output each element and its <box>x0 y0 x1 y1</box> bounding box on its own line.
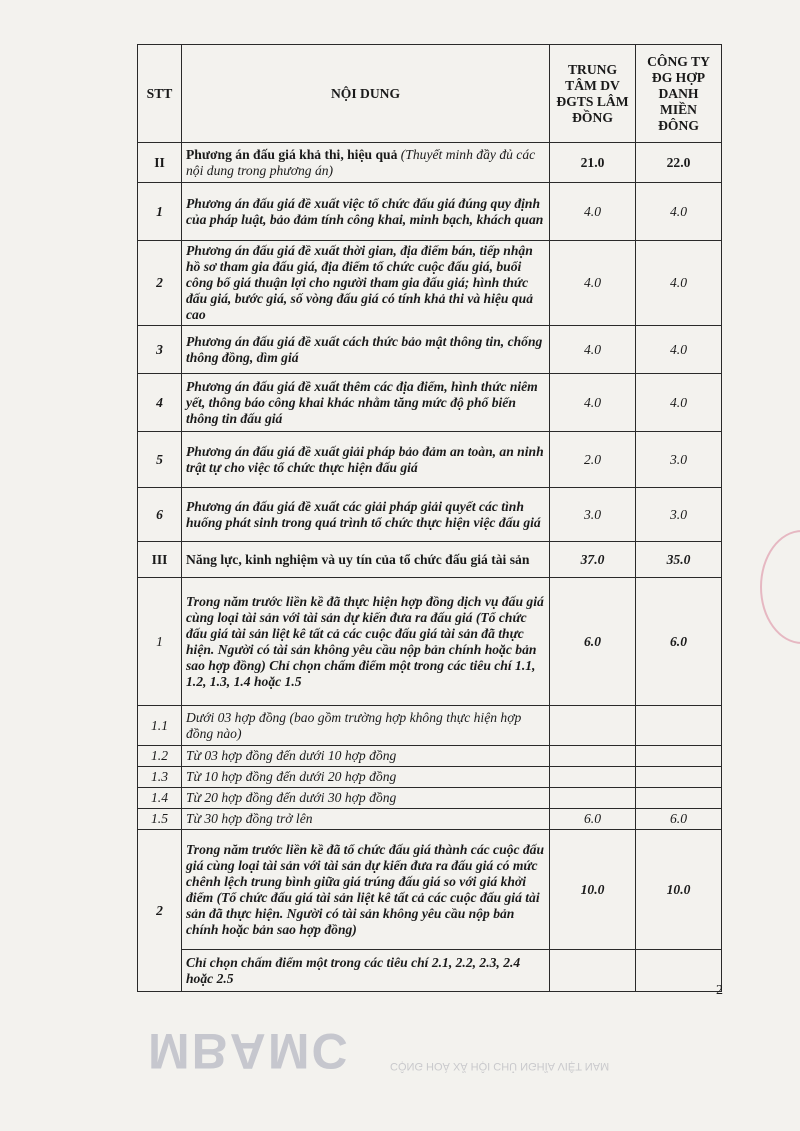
row-value-col1: 6.0 <box>550 809 636 830</box>
row-value-col2 <box>636 767 722 788</box>
row-value-col2: 4.0 <box>636 241 722 326</box>
table-row <box>138 767 722 788</box>
table-row <box>138 374 722 432</box>
row-value-col1 <box>550 788 636 809</box>
row-value-col2 <box>636 746 722 767</box>
row-content: Phương án đấu giá đề xuất việc tổ chức đấu giá đúng quy định của pháp luật, bảo đảm tính công khai, minh bạch, khách quan <box>182 183 550 241</box>
header-row <box>138 45 722 143</box>
row-stt: 1 <box>138 183 182 241</box>
header-stt: STT <box>138 45 182 143</box>
row-content: Trong năm trước liền kề đã thực hiện hợp đồng dịch vụ đấu giá cùng loại tài sản với tài sản dự kiến đưa ra đấu giá (Tổ chức đấu giá tài sản liệt kê tất cả các cuộc đấu giá tài sản đã thực hiện. Người có tài sản không yêu cầu nộp bản chính hoặc bản sao hợp đồng) Chỉ chọn chấm điểm một trong các tiêu chí 1.1, 1.2, 1.3, 1.4 hoặc 1.5 <box>182 578 550 706</box>
page-number: 2 <box>716 983 723 998</box>
row-content: Trong năm trước liền kề đã tổ chức đấu giá thành các cuộc đấu giá cùng loại tài sản với tài sản dự kiến đưa ra đấu giá có mức chênh lệch trung bình giữa giá trúng đấu giá so với giá khởi điểm (Tổ chức đấu giá tài sản liệt kê tất cả các cuộc đấu giá tài sản đã thực hiện. Người có tài sản không yêu cầu nộp bản chính hoặc bản sao hợp đồng) <box>182 830 550 950</box>
row-value-col2: 4.0 <box>636 326 722 374</box>
table-row <box>138 578 722 706</box>
table-row <box>138 542 722 578</box>
row-value-col2: 3.0 <box>636 432 722 488</box>
row-content: Phương án đấu giá đề xuất cách thức bảo mật thông tin, chống thông đồng, dìm giá <box>182 326 550 374</box>
row-value-col1: 6.0 <box>550 578 636 706</box>
table-row <box>138 830 722 950</box>
bleed-through-text: CỘNG HOÀ XÃ HỘI CHỦ NGHĨA VIỆT NAM <box>390 1060 610 1072</box>
row-stt: 1.5 <box>138 809 182 830</box>
row-value-col2: 4.0 <box>636 374 722 432</box>
row-value-col2: 4.0 <box>636 183 722 241</box>
row-content: Dưới 03 hợp đồng (bao gồm trường hợp không thực hiện hợp đồng nào) <box>182 706 550 746</box>
table-row <box>138 950 722 992</box>
row-content: Từ 03 hợp đồng đến dưới 10 hợp đồng <box>182 746 550 767</box>
table-row <box>138 183 722 241</box>
row-stt: 2 <box>138 830 182 992</box>
row-value-col1: 10.0 <box>550 830 636 950</box>
row-stt: 1 <box>138 578 182 706</box>
table-row <box>138 809 722 830</box>
row-value-col1 <box>550 767 636 788</box>
score-table <box>137 44 722 992</box>
row-content: Phương án đấu giá đề xuất thời gian, địa điểm bán, tiếp nhận hồ sơ tham gia đấu giá, địa điểm tổ chức cuộc đấu giá, buổi công bố giá thuận lợi cho người tham gia đấu giá; hình thức đấu giá, bước giá, số vòng đấu giá có tính khả thi và hiệu quả cao <box>182 241 550 326</box>
row-value-col2: 3.0 <box>636 488 722 542</box>
row-content: Từ 30 hợp đồng trở lên <box>182 809 550 830</box>
row-stt: 1.3 <box>138 767 182 788</box>
header-col1: TRUNG TÂM DV ĐGTS LÂM ĐỒNG <box>550 45 636 143</box>
row-content: Phương án đấu giá đề xuất các giải pháp giải quyết các tình huống phát sinh trong quá trình tổ chức thực hiện việc đấu giá <box>182 488 550 542</box>
row-content: Năng lực, kinh nghiệm và uy tín của tổ chức đấu giá tài sản <box>182 542 550 578</box>
table-row <box>138 788 722 809</box>
header-col2: CÔNG TY ĐG HỢP DANH MIỀN ĐÔNG <box>636 45 722 143</box>
row-value-col2: 6.0 <box>636 809 722 830</box>
row-stt: 4 <box>138 374 182 432</box>
row-stt: 1.4 <box>138 788 182 809</box>
row-value-col1: 21.0 <box>550 143 636 183</box>
row-content-note: (Thuyết minh đầy đủ các nội dung trong phương án) <box>186 146 536 178</box>
row-stt: 3 <box>138 326 182 374</box>
row-value-col1: 4.0 <box>550 326 636 374</box>
row-value-col1: 4.0 <box>550 374 636 432</box>
table-row <box>138 488 722 542</box>
row-stt: 1.1 <box>138 706 182 746</box>
row-stt: II <box>138 143 182 183</box>
row-content <box>182 143 550 183</box>
row-value-col2 <box>636 706 722 746</box>
row-content: Chỉ chọn chấm điểm một trong các tiêu chí 2.1, 2.2, 2.3, 2.4 hoặc 2.5 <box>182 950 550 992</box>
row-value-col1: 2.0 <box>550 432 636 488</box>
table-row <box>138 241 722 326</box>
row-content: Phương án đấu giá đề xuất thêm các địa điểm, hình thức niêm yết, thông báo công khai khác nhằm tăng mức độ phổ biến thông tin đấu giá <box>182 374 550 432</box>
row-value-col2: 6.0 <box>636 578 722 706</box>
row-value-col1 <box>550 950 636 992</box>
table-row <box>138 706 722 746</box>
row-content: Từ 10 hợp đồng đến dưới 20 hợp đồng <box>182 767 550 788</box>
row-value-col2: 35.0 <box>636 542 722 578</box>
row-stt: 5 <box>138 432 182 488</box>
row-value-col2: 10.0 <box>636 830 722 950</box>
row-content: Phương án đấu giá đề xuất giải pháp bảo đảm an toàn, an ninh trật tự cho việc tổ chức thực hiện đấu giá <box>182 432 550 488</box>
row-content-main: Phương án đấu giá khả thi, hiệu quả <box>186 146 398 162</box>
row-value-col2 <box>636 788 722 809</box>
row-value-col1: 3.0 <box>550 488 636 542</box>
table-row <box>138 326 722 374</box>
row-value-col1 <box>550 746 636 767</box>
header-content: NỘI DUNG <box>182 45 550 143</box>
row-value-col1 <box>550 706 636 746</box>
row-stt: 2 <box>138 241 182 326</box>
table-row <box>138 432 722 488</box>
row-value-col2: 22.0 <box>636 143 722 183</box>
bleed-through-logo: MBAMC <box>148 1023 350 1079</box>
row-value-col1: 37.0 <box>550 542 636 578</box>
red-stamp-edge <box>760 530 800 644</box>
row-stt: III <box>138 542 182 578</box>
table-row <box>138 143 722 183</box>
table-row <box>138 746 722 767</box>
row-stt: 1.2 <box>138 746 182 767</box>
row-value-col1: 4.0 <box>550 183 636 241</box>
row-content: Từ 20 hợp đồng đến dưới 30 hợp đồng <box>182 788 550 809</box>
row-stt: 6 <box>138 488 182 542</box>
row-value-col2 <box>636 950 722 992</box>
row-value-col1: 4.0 <box>550 241 636 326</box>
